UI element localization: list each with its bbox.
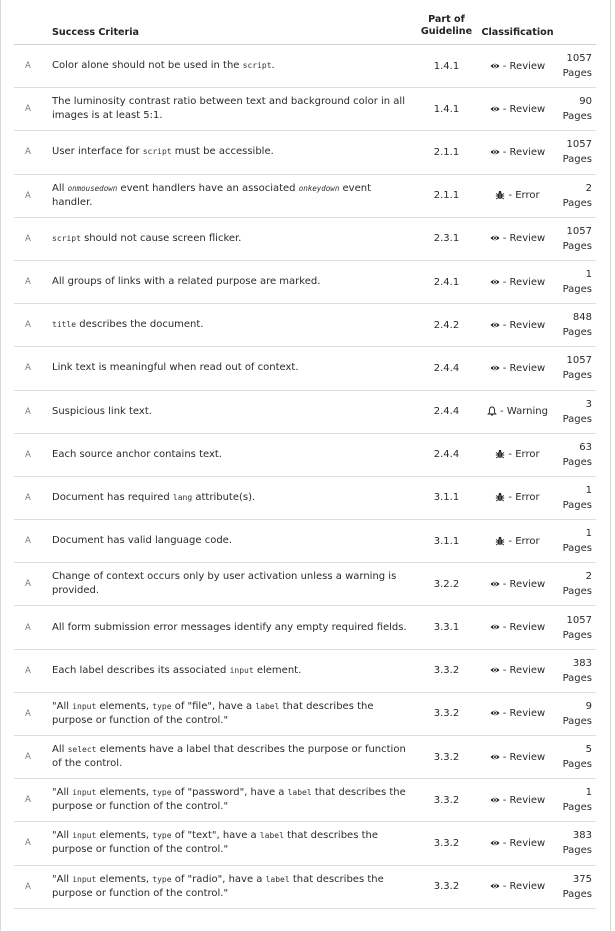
table-row	[14, 433, 596, 476]
table-row	[14, 390, 596, 433]
criterion-text-segment: of "password", have a	[171, 787, 288, 799]
criterion-text-segment: that describes the purpose or function of the control."	[52, 700, 374, 726]
classification-label: - Error	[508, 535, 540, 547]
table-row	[14, 692, 596, 735]
guideline-number: 1.4.1	[433, 103, 460, 115]
conformance-level: A	[25, 881, 31, 892]
pages-count: 1057	[566, 355, 592, 367]
criterion-text-segment: The luminosity contrast ratio between text and background color in all images is at least 5:1.	[52, 96, 405, 122]
conformance-level: A	[25, 61, 31, 72]
criterion-text-segment: .	[271, 60, 275, 72]
code-token-italic: onkeydown	[298, 183, 340, 193]
bug-icon	[495, 190, 505, 200]
code-token: label	[265, 874, 290, 884]
pages-count: 3	[585, 398, 592, 410]
guideline-number: 2.4.1	[433, 276, 460, 288]
classification-label: - Review	[502, 794, 546, 806]
pages-label: Pages	[562, 240, 592, 252]
pages-label: Pages	[562, 68, 592, 80]
classification-label: - Review	[502, 146, 546, 158]
pages-label: Pages	[562, 759, 592, 771]
code-token: input	[72, 874, 97, 884]
guideline-number: 3.2.2	[433, 578, 460, 590]
pages-count-link[interactable]	[558, 649, 596, 692]
classification-warning	[477, 390, 558, 433]
success-criterion-text	[48, 520, 416, 563]
criterion-text-segment: event handlers have an associated	[117, 182, 299, 194]
guideline-number: 2.4.4	[433, 362, 460, 374]
pages-label: Pages	[562, 197, 592, 209]
guideline-number: 3.3.2	[433, 665, 460, 677]
classification-label: - Review	[502, 60, 546, 72]
pages-count: 1057	[566, 614, 592, 626]
pages-count-link[interactable]	[558, 131, 596, 174]
bug-icon	[495, 492, 505, 502]
conformance-level: A	[25, 492, 31, 503]
table-body	[14, 45, 596, 909]
conformance-level: A	[25, 795, 31, 806]
conformance-level: A	[25, 665, 31, 676]
table-row	[14, 347, 596, 390]
classification-review	[477, 692, 558, 735]
pages-label: Pages	[562, 327, 592, 339]
eye-icon	[490, 277, 500, 287]
criterion-text-segment: that describes the purpose or function of the control."	[52, 787, 406, 813]
success-criterion-text	[48, 131, 416, 174]
success-criterion-text	[48, 606, 416, 649]
criterion-text-segment: should not cause screen flicker.	[80, 232, 242, 244]
guideline-number: 3.1.1	[433, 492, 460, 504]
conformance-level: A	[25, 277, 31, 288]
criterion-text-segment: of "file", have a	[171, 700, 256, 712]
conformance-level: A	[25, 147, 31, 158]
conformance-level: A	[25, 190, 31, 201]
classification-error	[477, 520, 558, 563]
bell-icon	[487, 406, 497, 416]
pages-count: 383	[572, 830, 592, 842]
conformance-level: A	[25, 579, 31, 590]
pages-count: 2	[585, 182, 592, 194]
classification-review	[477, 736, 558, 779]
pages-label: Pages	[562, 499, 592, 511]
criterion-text-segment: "All	[52, 830, 73, 842]
code-token: title	[52, 320, 77, 330]
success-criterion-text	[48, 260, 416, 303]
classification-review	[477, 88, 558, 131]
pages-count: 1	[585, 484, 592, 496]
classification-review	[477, 45, 558, 88]
table-row	[14, 304, 596, 347]
conformance-level: A	[25, 536, 31, 547]
conformance-level: A	[25, 363, 31, 374]
pages-count-link[interactable]	[558, 88, 596, 131]
bug-icon	[495, 449, 505, 459]
criterion-text-segment: "All	[52, 873, 73, 885]
bug-icon	[495, 536, 505, 546]
pages-label: Pages	[562, 284, 592, 296]
classification-review	[477, 779, 558, 822]
guideline-number: 3.3.1	[433, 622, 460, 634]
guideline-number: 3.1.1	[433, 535, 460, 547]
success-criterion-text	[48, 736, 416, 779]
table-row	[14, 174, 596, 217]
pages-count: 9	[585, 700, 592, 712]
success-criterion-text	[48, 692, 416, 735]
classification-label: - Error	[508, 449, 540, 461]
table-row	[14, 822, 596, 865]
classification-review	[477, 217, 558, 260]
success-criterion-text	[48, 45, 416, 88]
classification-review	[477, 304, 558, 347]
table-row	[14, 131, 596, 174]
classification-review	[477, 260, 558, 303]
classification-review	[477, 131, 558, 174]
classification-error	[477, 174, 558, 217]
guideline-number: 2.3.1	[433, 233, 460, 245]
guideline-number: 3.3.2	[433, 708, 460, 720]
criterion-text-segment: Color alone should not be used in the	[52, 60, 243, 72]
pages-count-link[interactable]	[558, 347, 596, 390]
criterion-text-segment: elements have a label that describes the purpose or function of the control.	[52, 744, 406, 770]
code-token: select	[67, 745, 97, 755]
header-part-of-guideline: Part of Guideline	[416, 0, 477, 45]
classification-label: - Review	[502, 578, 546, 590]
pages-count-link[interactable]	[558, 692, 596, 735]
pages-label: Pages	[562, 802, 592, 814]
pages-count: 1057	[566, 53, 592, 65]
page-border-left	[0, 0, 1, 931]
table-row	[14, 520, 596, 563]
eye-icon	[490, 795, 500, 805]
criterion-text-segment: of "radio", have a	[171, 873, 266, 885]
criterion-text-segment: elements,	[96, 700, 153, 712]
success-criterion-text	[48, 476, 416, 519]
criterion-text-segment: Change of context occurs only by user activation unless a warning is provided.	[52, 571, 397, 597]
guideline-number: 2.4.2	[433, 319, 460, 331]
pages-count-link[interactable]	[558, 520, 596, 563]
criterion-text-segment: Document has valid language code.	[52, 535, 232, 547]
guideline-number: 3.3.2	[433, 751, 460, 763]
header-classification: Classification	[477, 0, 558, 45]
success-criterion-text	[48, 217, 416, 260]
eye-icon	[490, 233, 500, 243]
table-row	[14, 736, 596, 779]
guideline-number: 2.1.1	[433, 146, 460, 158]
criterion-text-segment: "All	[52, 787, 73, 799]
code-token: input	[72, 788, 97, 798]
criterion-text-segment: Each label describes its associated	[52, 664, 230, 676]
pages-count-link[interactable]	[558, 779, 596, 822]
conformance-level: A	[25, 708, 31, 719]
criterion-text-segment: All	[52, 182, 68, 194]
criterion-text-segment: Suspicious link text.	[52, 405, 152, 417]
table-row	[14, 217, 596, 260]
success-criterion-text	[48, 649, 416, 692]
classification-error	[477, 433, 558, 476]
classification-review	[477, 865, 558, 908]
classification-label: - Review	[502, 276, 546, 288]
pages-count-link[interactable]	[558, 606, 596, 649]
criterion-text-segment: All form submission error messages identify any empty required fields.	[52, 621, 407, 633]
code-token: label	[287, 788, 312, 798]
header-success-criteria: Success Criteria	[48, 0, 416, 45]
eye-icon	[490, 363, 500, 373]
pages-count-link[interactable]	[558, 260, 596, 303]
classification-label: - Review	[502, 881, 546, 893]
eye-icon	[490, 838, 500, 848]
conformance-level: A	[25, 233, 31, 244]
guideline-number: 3.3.2	[433, 881, 460, 893]
code-token: type	[152, 831, 172, 841]
classification-label: - Error	[508, 190, 540, 202]
code-token: input	[72, 831, 97, 841]
pages-count-link[interactable]	[558, 563, 596, 606]
classification-review	[477, 563, 558, 606]
classification-label: - Review	[502, 319, 546, 331]
guideline-number: 3.3.2	[433, 837, 460, 849]
pages-count: 1	[585, 269, 592, 281]
conformance-level: A	[25, 320, 31, 331]
pages-label: Pages	[562, 456, 592, 468]
classification-review	[477, 347, 558, 390]
table-row	[14, 865, 596, 908]
criterion-text-segment: Document has required	[52, 491, 173, 503]
criterion-text-segment: must be accessible.	[171, 146, 274, 158]
table-row	[14, 606, 596, 649]
eye-icon	[490, 104, 500, 114]
eye-icon	[490, 665, 500, 675]
criterion-text-segment: describes the document.	[76, 319, 204, 331]
success-criterion-text	[48, 347, 416, 390]
guideline-number: 3.3.2	[433, 794, 460, 806]
conformance-level: A	[25, 449, 31, 460]
table-row	[14, 260, 596, 303]
conformance-level: A	[25, 406, 31, 417]
pages-count: 1	[585, 787, 592, 799]
pages-count: 1	[585, 528, 592, 540]
pages-count: 5	[585, 744, 592, 756]
criterion-text-segment: Each source anchor contains text.	[52, 448, 222, 460]
success-criterion-text	[48, 779, 416, 822]
code-token: type	[152, 701, 172, 711]
classification-error	[477, 476, 558, 519]
success-criterion-text	[48, 563, 416, 606]
conformance-level: A	[25, 838, 31, 849]
classification-label: - Review	[502, 622, 546, 634]
guideline-number: 2.1.1	[433, 190, 460, 202]
classification-label: - Review	[502, 233, 546, 245]
pages-label: Pages	[562, 543, 592, 555]
code-token: script	[52, 233, 81, 243]
success-criterion-text	[48, 822, 416, 865]
code-token: lang	[172, 492, 193, 502]
pages-count-link[interactable]	[558, 45, 596, 88]
table-header-row	[14, 0, 596, 45]
pages-count: 848	[572, 312, 592, 324]
pages-label: Pages	[562, 586, 592, 598]
pages-label: Pages	[562, 154, 592, 166]
eye-icon	[490, 579, 500, 589]
success-criterion-text	[48, 88, 416, 131]
code-token: script	[242, 61, 272, 71]
pages-label: Pages	[562, 629, 592, 641]
eye-icon	[490, 622, 500, 632]
pages-count-link[interactable]	[558, 390, 596, 433]
criterion-text-segment: of "text", have a	[171, 830, 260, 842]
code-token: type	[152, 788, 172, 798]
guideline-number: 2.4.4	[433, 406, 460, 418]
code-token: type	[152, 874, 172, 884]
pages-label: Pages	[562, 888, 592, 900]
criterion-text-segment: "All	[52, 700, 73, 712]
success-criterion-text	[48, 433, 416, 476]
pages-label: Pages	[562, 111, 592, 123]
eye-icon	[490, 147, 500, 157]
code-token: input	[72, 701, 97, 711]
pages-count: 1057	[566, 225, 592, 237]
pages-count-link[interactable]	[558, 476, 596, 519]
eye-icon	[490, 708, 500, 718]
success-criteria-table	[14, 0, 596, 909]
code-token-italic: onmousedown	[67, 183, 118, 193]
table-row	[14, 779, 596, 822]
criterion-text-segment: element.	[253, 664, 302, 676]
pages-count-link[interactable]	[558, 822, 596, 865]
eye-icon	[490, 320, 500, 330]
pages-label: Pages	[562, 672, 592, 684]
classification-label: - Review	[502, 665, 546, 677]
conformance-level: A	[25, 622, 31, 633]
criterion-text-segment: All	[52, 744, 68, 756]
success-criterion-text	[48, 390, 416, 433]
pages-count: 2	[585, 571, 592, 583]
pages-label: Pages	[562, 413, 592, 425]
criterion-text-segment: User interface for	[52, 146, 143, 158]
pages-count: 90	[579, 96, 592, 108]
classification-label: - Review	[502, 362, 546, 374]
pages-count: 375	[572, 873, 592, 885]
pages-count-link[interactable]	[558, 736, 596, 779]
classification-label: - Review	[502, 751, 546, 763]
classification-label: - Warning	[500, 406, 548, 418]
pages-count: 63	[579, 441, 592, 453]
pages-label: Pages	[562, 845, 592, 857]
page-border-right	[610, 0, 611, 931]
classification-review	[477, 822, 558, 865]
classification-label: - Review	[502, 103, 546, 115]
criterion-text-segment: attribute(s).	[192, 491, 256, 503]
criterion-text-segment: Link text is meaningful when read out of context.	[52, 362, 299, 374]
criterion-text-segment: that describes the purpose or function of the control."	[52, 830, 378, 856]
eye-icon	[490, 881, 500, 891]
criterion-text-segment: that describes the purpose or function of the control."	[52, 873, 384, 899]
success-criterion-text	[48, 304, 416, 347]
pages-label: Pages	[562, 715, 592, 727]
eye-icon	[490, 61, 500, 71]
code-token: label	[255, 701, 280, 711]
conformance-level: A	[25, 752, 31, 763]
pages-count-link[interactable]	[558, 174, 596, 217]
table-row	[14, 563, 596, 606]
pages-count-link[interactable]	[558, 217, 596, 260]
classification-review	[477, 649, 558, 692]
criterion-text-segment: elements,	[96, 830, 153, 842]
guideline-number: 2.4.4	[433, 449, 460, 461]
success-criterion-text	[48, 865, 416, 908]
classification-label: - Error	[508, 492, 540, 504]
classification-label: - Review	[502, 708, 546, 720]
code-token: input	[229, 665, 254, 675]
pages-count-link[interactable]	[558, 865, 596, 908]
pages-count-link[interactable]	[558, 304, 596, 347]
code-token: script	[142, 147, 172, 157]
table-row	[14, 45, 596, 88]
header-pages	[558, 0, 596, 45]
pages-count-link[interactable]	[558, 433, 596, 476]
success-criterion-text	[48, 174, 416, 217]
eye-icon	[490, 752, 500, 762]
classification-review	[477, 606, 558, 649]
code-token: label	[259, 831, 284, 841]
table-row	[14, 88, 596, 131]
pages-count: 383	[572, 657, 592, 669]
criterion-text-segment: elements,	[96, 787, 153, 799]
conformance-level: A	[25, 104, 31, 115]
table-row	[14, 476, 596, 519]
criterion-text-segment: All groups of links with a related purpose are marked.	[52, 276, 321, 288]
header-level	[14, 0, 48, 45]
classification-label: - Review	[502, 837, 546, 849]
criterion-text-segment: event handler.	[52, 182, 372, 208]
pages-label: Pages	[562, 370, 592, 382]
criterion-text-segment: elements,	[96, 873, 153, 885]
table-row	[14, 649, 596, 692]
pages-count: 1057	[566, 139, 592, 151]
guideline-number: 1.4.1	[433, 60, 460, 72]
